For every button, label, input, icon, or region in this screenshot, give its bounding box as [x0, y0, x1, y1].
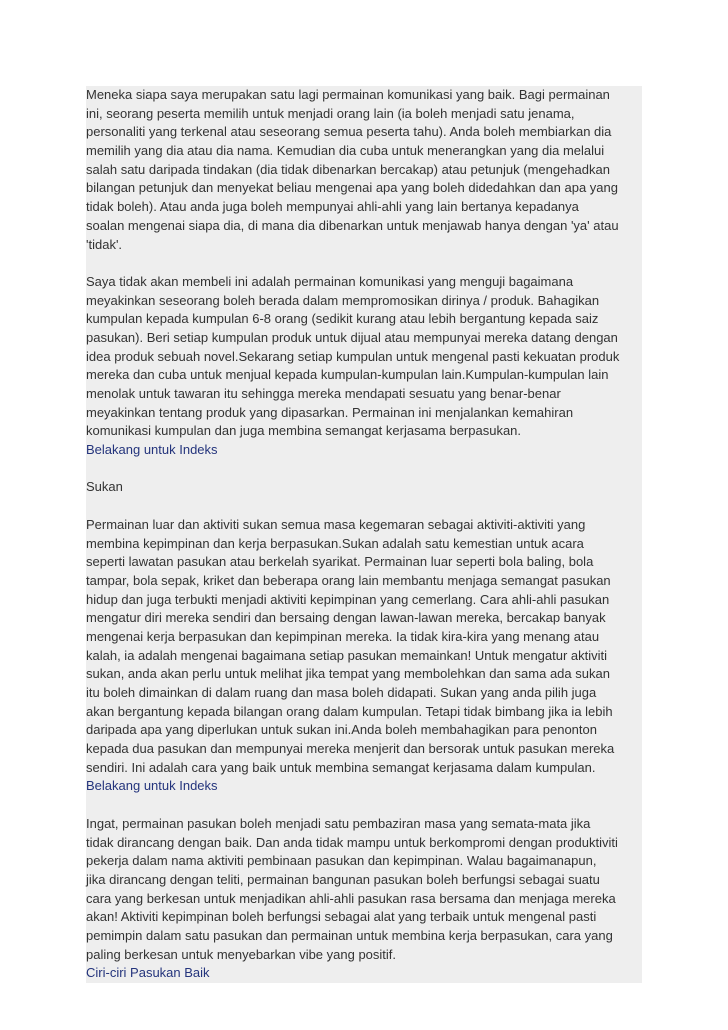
text-line: jika dirancang dengan teliti, permainan bangunan pasukan boleh berfungsi sebagai suatu — [86, 871, 600, 887]
text-line: menolak untuk tawaran itu sehingga mereka mendapati sesuatu yang benar-benar — [86, 386, 561, 401]
text-line: memilih yang dia atau dia nama. Kemudian dia cuba untuk menerangkan yang dia melalui — [86, 143, 605, 159]
back-to-index-link-2[interactable]: Belakang untuk Indeks — [86, 778, 218, 794]
text-line: Meneka siapa saya merupakan satu lagi permainan komunikasi yang baik. Bagi permainan — [86, 87, 610, 102]
text-line: Saya tidak akan membeli ini adalah permainan komunikasi yang menguji bagaimana — [86, 273, 574, 289]
text-line: Ingat, permainan pasukan boleh menjadi satu pembaziran masa yang semata-mata jika — [86, 815, 591, 831]
text-line: pasukan). Beri setiap kumpulan produk untuk dijual atau mempunyai mereka datang dengan — [86, 329, 618, 345]
text-line: akan! Aktiviti kepimpinan boleh berfungsi sebagai alat yang terbaik untuk mengenal pasti — [86, 909, 597, 925]
text-line: itu boleh dimainkan di dalam ruang dan masa boleh didapati. Sukan yang anda pilih juga — [86, 685, 597, 700]
text-line: akan bergantung kepada bilangan orang dalam kumpulan. Tetapi tidak bimbang jika ia lebih — [86, 703, 613, 719]
text-line: tidak boleh). Atau anda juga boleh mempunyai ahli-ahli yang lain bertanya kepadanya — [86, 199, 579, 215]
text-line: mengatur diri mereka sendiri dan bersaing dengan lawan-lawan mereka, bercakap banyak — [86, 610, 606, 626]
text-line: pemimpin dalam satu pasukan dan permainan untuk membina kerja berpasukan, cara yang — [86, 927, 613, 943]
text-line: meyakinkan tentang produk yang dipasarkan. Permainan ini menjalankan kemahiran — [86, 404, 574, 420]
paragraph-sports — [86, 516, 642, 778]
text-line: bilangan petunjuk dan menyekat beliau mengenai apa yang boleh didedahkan dan apa yang — [86, 180, 618, 196]
text-line: tampar, bola sepak, kriket dan beberapa orang lain membantu menjaga semangat pasukan — [86, 572, 611, 588]
paragraph-i-wont-buy-this — [86, 273, 642, 441]
text-line: pekerja dalam nama aktiviti pembinaan pasukan dan kepimpinan. Walau bagaimanapun, — [86, 853, 597, 869]
document-body — [86, 86, 642, 983]
text-line: sendiri. Ini adalah cara yang baik untuk membina semangat kerjasama dalam kumpulan. — [86, 759, 596, 775]
text-line: meyakinkan seseorang boleh berada dalam mempromosikan dirinya / produk. Bahagikan — [86, 292, 600, 308]
text-line: tidak dirancang dengan baik. Dan anda tidak mampu untuk berkompromi dengan produktiviti — [86, 834, 618, 850]
text-line: sukan, anda akan perlu untuk melihat jika tempat yang membolehkan dan sama ada sukan — [86, 666, 610, 682]
text-line: soalan mengenai siapa dia, di mana dia dibenarkan untuk menjawab hanya dengan 'ya' atau — [86, 217, 619, 233]
text-line: ini, seorang peserta memilih untuk menjadi orang lain (ia boleh menjadi satu jenama, — [86, 105, 575, 121]
text-line: mengenai kerja berpasukan dan kepimpinan mereka. Ia tidak kira-kira yang menang atau — [86, 628, 600, 644]
text-line: kumpulan kepada kumpulan 6-8 orang (sedikit kurang atau lebih bergantung kepada saiz — [86, 311, 599, 327]
text-line: Permainan luar dan aktiviti sukan semua masa kegemaran sebagai aktiviti-aktiviti yang — [86, 516, 586, 532]
back-to-index-link-1[interactable]: Belakang untuk Indeks — [86, 442, 218, 458]
text-line: kalah, ia adalah mengenai bagaimana setiap pasukan memainkan! Untuk mengatur aktiviti — [86, 647, 608, 663]
paragraph-spacer — [86, 796, 642, 815]
text-line: hidup dan juga terbukti menjadi aktiviti kepimpinan yang cemerlang. Cara ahli-ahli pasukan — [86, 591, 610, 607]
text-line: komunikasi kumpulan dan juga membina semangat kerjasama berpasukan. — [86, 423, 522, 439]
text-line: daripada apa yang diperlukan untuk sukan ini.Anda boleh membahagikan para penonton — [86, 722, 597, 738]
text-line: mereka dan cuba untuk menjual kepada kumpulan-kumpulan lain.Kumpulan-kumpulan lain — [86, 367, 609, 383]
text-line: paling berkesan untuk menyebarkan vibe yang positif. — [86, 946, 397, 962]
text-line: kepada dua pasukan dan mempunyai mereka menjerit dan bersorak untuk pasukan mereka — [86, 741, 615, 757]
text-line: 'tidak'. — [86, 236, 123, 252]
text-line: salah satu daripada tindakan (dia tidak dibenarkan bercakap) atau petunjuk (mengehadkan — [86, 161, 610, 177]
paragraph-spacer — [86, 460, 642, 479]
text-line: cara yang berkesan untuk menjadikan ahli-ahli pasukan rasa bersama dan menjaga mereka — [86, 890, 616, 906]
paragraph-spacer — [86, 497, 642, 516]
good-team-traits-link[interactable]: Ciri-ciri Pasukan Baik — [86, 965, 210, 981]
text-line: idea produk sebuah novel.Sekarang setiap kumpulan untuk mengenal pasti kekuatan produk — [86, 348, 620, 364]
section-heading-sukan: Sukan — [86, 479, 123, 495]
text-line: seperti lawatan pasukan atau berkelah syarikat. Permainan luar seperti bola baling, bola — [86, 554, 594, 570]
paragraph-guess-who — [86, 86, 642, 254]
text-line: membina kepimpinan dan kerja berpasukan.Sukan adalah satu kemestian untuk acara — [86, 535, 584, 551]
paragraph-remember — [86, 815, 642, 965]
paragraph-spacer — [86, 254, 642, 273]
text-line: personaliti yang terkenal atau seseorang semua peserta tahu). Anda boleh membiarkan dia — [86, 124, 612, 140]
